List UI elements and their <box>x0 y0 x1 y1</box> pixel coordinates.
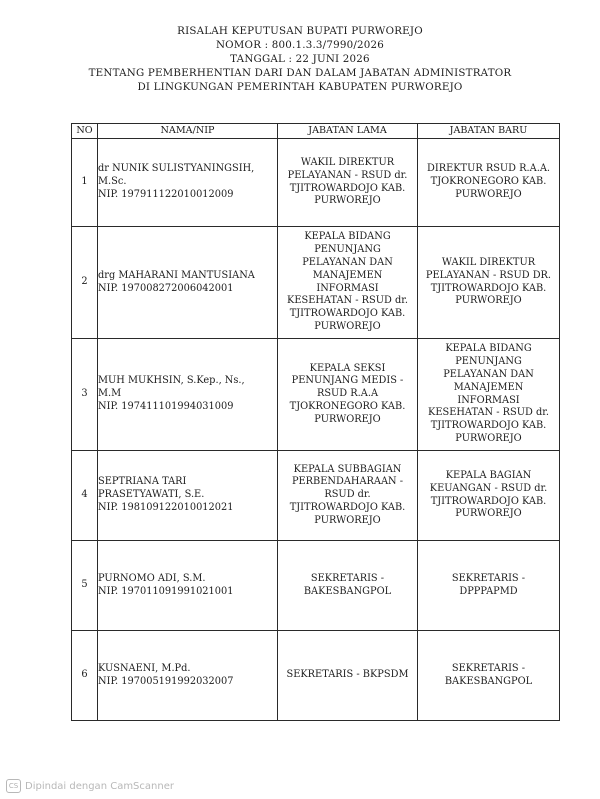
jabatan-table <box>71 123 560 721</box>
jabatan-lama-line: KESEHATAN - RSUD dr. <box>287 295 408 307</box>
jabatan-lama-cell <box>278 339 418 451</box>
jabatan-baru-line: SEKRETARIS - <box>451 572 526 584</box>
jabatan-baru-cell <box>418 339 560 451</box>
jabatan-baru-line: PELAYANAN DAN <box>443 368 534 380</box>
jabatan-baru-line: BAKESBANGPOL <box>444 675 533 687</box>
nama-line: dr NUNIK SULISTYANINGSIH, <box>98 163 255 175</box>
jabatan-lama-cell <box>278 451 418 541</box>
jabatan-lama-line: MANAJEMEN <box>312 269 383 281</box>
jabatan-lama-line: SEKRETARIS - BKPSDM <box>286 669 409 681</box>
nama-line: PRASETYAWATI, S.E. <box>98 489 205 501</box>
nama-line: drg MAHARANI MANTUSIANA <box>98 269 255 281</box>
jabatan-lama-line: PURWOREJO <box>314 514 381 526</box>
jabatan-baru-cell <box>418 451 560 541</box>
jabatan-lama-line: PURWOREJO <box>314 320 381 332</box>
jabatan-lama-cell <box>278 139 418 227</box>
header-scope: DI LINGKUNGAN PEMERINTAH KABUPATEN PURWOREJO <box>137 81 463 93</box>
jabatan-baru-cell <box>418 541 560 631</box>
nama-line: PURNOMO ADI, S.M. <box>98 572 206 584</box>
table-row <box>72 339 560 451</box>
jabatan-baru-line: PURWOREJO <box>455 295 522 307</box>
jabatan-baru-line: TJOKRONEGORO KAB. <box>430 176 547 188</box>
jabatan-baru-line: INFORMASI <box>457 394 520 406</box>
nama-nip-cell <box>98 227 278 339</box>
jabatan-lama-line: PELAYANAN DAN <box>302 256 393 268</box>
row-number: 2 <box>72 227 98 339</box>
row-number: 5 <box>72 541 98 631</box>
jabatan-lama-line: TJITROWARDOJO KAB. <box>289 501 406 513</box>
row-number: 6 <box>72 631 98 721</box>
jabatan-baru-line: TJITROWARDOJO KAB. <box>430 282 547 294</box>
table-body <box>72 139 560 721</box>
table-row <box>72 451 560 541</box>
jabatan-baru-line: KEPALA BIDANG <box>445 343 532 355</box>
header-title: RISALAH KEPUTUSAN BUPATI PURWOREJO <box>177 25 423 37</box>
table-row <box>72 631 560 721</box>
jabatan-lama-line: TJITROWARDOJO KAB. <box>289 182 406 194</box>
header-jabatan-baru: JABATAN BARU <box>418 124 560 139</box>
nama-nip-cell <box>98 451 278 541</box>
jabatan-baru-line: SEKRETARIS - <box>451 662 526 674</box>
jabatan-lama-line: RSUD dr. <box>324 489 371 501</box>
header-nama: NAMA/NIP <box>98 124 278 139</box>
jabatan-lama-line: WAKIL DIREKTUR <box>300 156 395 168</box>
jabatan-baru-line: PENUNJANG <box>455 356 522 368</box>
jabatan-baru-line: DIREKTUR RSUD R.A.A. <box>426 163 551 175</box>
header-no: NO <box>72 124 98 139</box>
scanner-watermark <box>6 779 174 793</box>
nama-line: SEPTRIANA TARI <box>98 476 187 488</box>
jabatan-baru-cell <box>418 631 560 721</box>
jabatan-lama-line: TJOKRONEGORO KAB. <box>289 400 406 412</box>
jabatan-lama-cell <box>278 227 418 339</box>
jabatan-lama-line: PELAYANAN - RSUD dr. <box>287 169 408 181</box>
jabatan-baru-line: KEPALA BAGIAN <box>445 469 532 481</box>
row-number: 1 <box>72 139 98 227</box>
jabatan-lama-line: TJITROWARDOJO KAB. <box>289 308 406 320</box>
nama-nip-cell <box>98 339 278 451</box>
header-date: TANGGAL : 22 JUNI 2026 <box>230 53 370 65</box>
nama-line: M.Sc. <box>98 176 127 188</box>
nama-line: M.M <box>98 388 122 400</box>
jabatan-lama-line: PURWOREJO <box>314 413 381 425</box>
table-row <box>72 227 560 339</box>
jabatan-baru-line: TJITROWARDOJO KAB. <box>430 420 547 432</box>
jabatan-baru-line: KEUANGAN - RSUD dr. <box>429 482 548 494</box>
document-header <box>0 24 600 94</box>
jabatan-baru-line: PURWOREJO <box>455 508 522 520</box>
jabatan-lama-line: PENUNJANG MEDIS - <box>291 375 404 387</box>
nama-line: NIP. 198109122010012021 <box>98 501 234 513</box>
jabatan-baru-line: PURWOREJO <box>455 188 522 200</box>
jabatan-lama-line: KEPALA SUBBAGIAN <box>293 463 402 475</box>
nama-nip-cell <box>98 541 278 631</box>
jabatan-baru-line: KESEHATAN - RSUD dr. <box>428 407 549 419</box>
nama-line: NIP. 197011091991021001 <box>98 585 234 597</box>
jabatan-baru-cell <box>418 227 560 339</box>
jabatan-baru-line: DPPPAPMD <box>459 585 518 597</box>
table-row <box>72 541 560 631</box>
jabatan-baru-line: TJITROWARDOJO KAB. <box>430 495 547 507</box>
nama-line: NIP. 197411101994031009 <box>98 400 234 412</box>
nama-line: KUSNAENI, M.Pd. <box>98 662 191 674</box>
jabatan-lama-line: PURWOREJO <box>314 195 381 207</box>
jabatan-lama-line: INFORMASI <box>316 282 379 294</box>
jabatan-lama-line: KEPALA SEKSI <box>309 362 386 374</box>
jabatan-baru-line: WAKIL DIREKTUR <box>441 256 536 268</box>
jabatan-lama-cell <box>278 631 418 721</box>
jabatan-baru-line: PELAYANAN - RSUD DR. <box>425 269 552 281</box>
scanner-text: Dipindai dengan CamScanner <box>25 780 174 792</box>
table-header-row <box>72 124 560 139</box>
jabatan-lama-line: BAKESBANGPOL <box>303 585 392 597</box>
jabatan-lama-line: PERBENDAHARAAN - <box>291 476 404 488</box>
nama-line: NIP. 197005191992032007 <box>98 675 234 687</box>
camscanner-logo-icon: CS <box>6 779 21 793</box>
nama-line: MUH MUKHSIN, S.Kep., Ns., <box>98 375 245 387</box>
table-row <box>72 139 560 227</box>
nama-line: NIP. 197911122010012009 <box>98 188 234 200</box>
header-subject: TENTANG PEMBERHENTIAN DARI DAN DALAM JABATAN ADMINISTRATOR <box>88 67 512 79</box>
nama-nip-cell <box>98 139 278 227</box>
jabatan-lama-cell <box>278 541 418 631</box>
jabatan-lama-line: PENUNJANG <box>314 244 381 256</box>
row-number: 3 <box>72 339 98 451</box>
header-jabatan-lama: JABATAN LAMA <box>278 124 418 139</box>
nama-nip-cell <box>98 631 278 721</box>
jabatan-lama-line: KEPALA BIDANG <box>304 231 391 243</box>
jabatan-lama-line: SEKRETARIS - <box>310 572 385 584</box>
jabatan-baru-line: PURWOREJO <box>455 432 522 444</box>
jabatan-baru-cell <box>418 139 560 227</box>
header-number: NOMOR : 800.1.3.3/7990/2026 <box>215 39 385 51</box>
nama-line: NIP. 197008272006042001 <box>98 282 234 294</box>
jabatan-lama-line: RSUD R.A.A <box>316 388 379 400</box>
row-number: 4 <box>72 451 98 541</box>
jabatan-baru-line: MANAJEMEN <box>453 381 524 393</box>
